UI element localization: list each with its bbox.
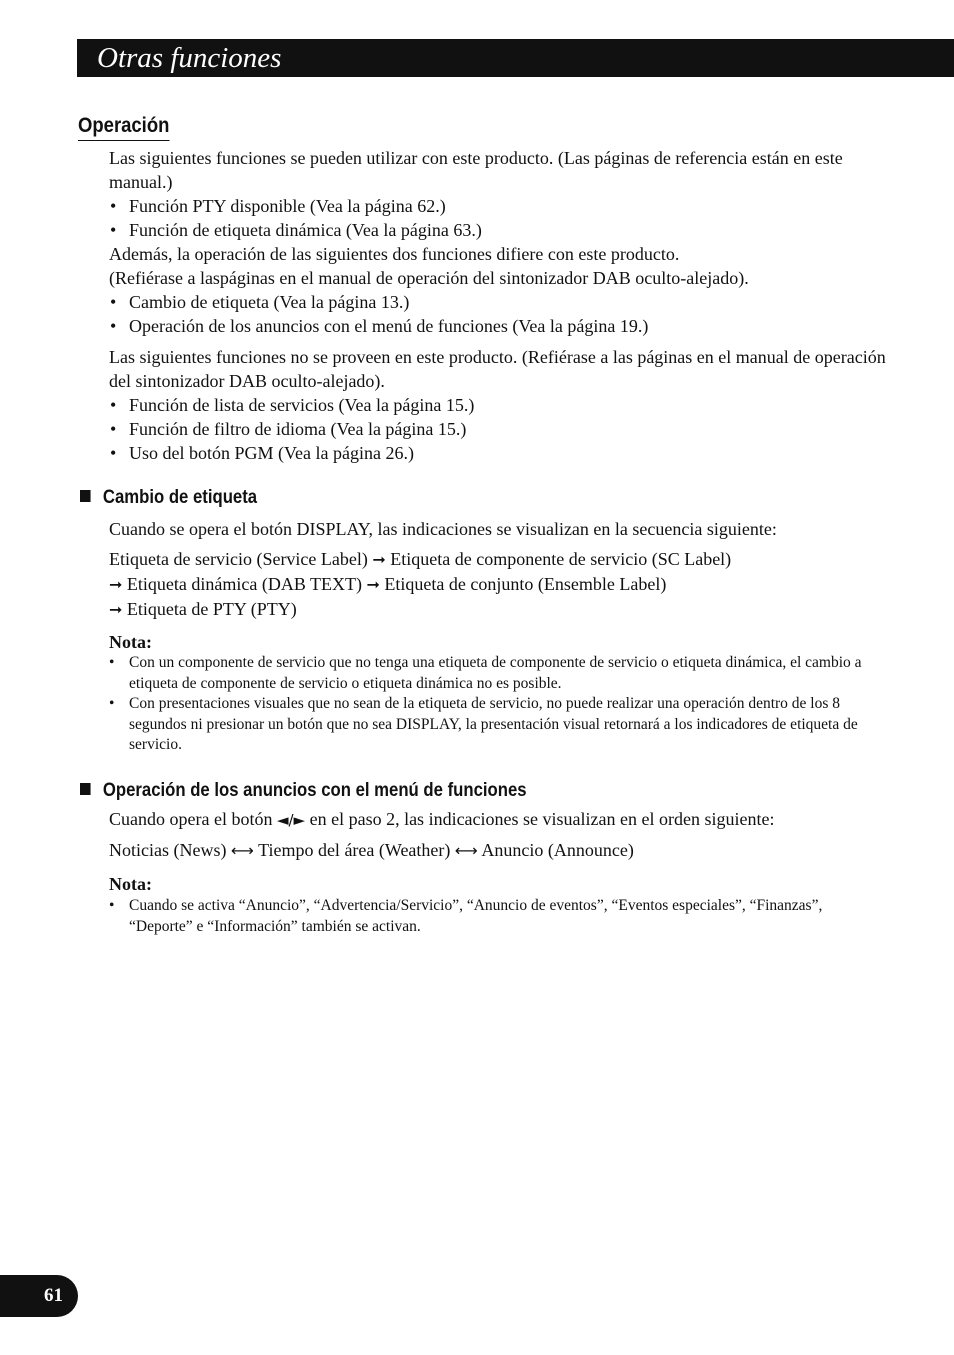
anuncios-body <box>109 807 909 863</box>
available-functions-list <box>109 194 909 242</box>
nota-label: Nota: <box>109 632 152 652</box>
left-right-button-icon: ◄/► <box>276 811 306 829</box>
sequence-item: Anuncio (Announce) <box>481 840 634 860</box>
note-item: • Con presentaciones visuales que no sean de la etiqueta de servicio, no puede realizar una operación dentro de los 8 segundos ni presionar un botón que no sea DISPLAY, la presentación visual retornará a los indicadores de etiqueta de servicio. <box>109 694 869 756</box>
intro-paragraph: Las siguientes funciones se pueden utilizar con este producto. (Las páginas de referencia están en este manual.) <box>109 148 843 192</box>
not-provided-list <box>109 393 909 465</box>
cambio-body <box>109 517 909 622</box>
anuncios-text <box>109 807 909 832</box>
label-sequence <box>109 547 909 622</box>
arrow-right-icon: ➞ <box>366 575 380 594</box>
not-provided-paragraph: Las siguientes funciones no se proveen en este producto. (Refiérase a las páginas en el manual de operación del sintonizador DAB oculto-alejado). <box>109 347 886 391</box>
arrow-right-icon: ➞ <box>372 550 386 569</box>
differs-paragraph-line1: Además, la operación de las siguientes dos funciones difiere con este producto. <box>109 244 680 264</box>
list-item: • Función de filtro de idioma (Vea la página 15.) <box>109 417 909 441</box>
sequence-item: Etiqueta de servicio (Service Label) <box>109 549 368 569</box>
list-item: • Función de etiqueta dinámica (Vea la página 63.) <box>109 218 909 242</box>
arrow-right-icon: ➞ <box>109 600 123 619</box>
anuncios-notes <box>109 896 869 937</box>
page-number-tab <box>0 1275 78 1317</box>
note-item: • Cuando se activa “Anuncio”, “Advertencia/Servicio”, “Anuncio de eventos”, “Eventos especiales”, “Finanzas”, “Deporte” e “Información” también se activan. <box>109 896 869 937</box>
sequence-item: Etiqueta de PTY (PTY) <box>126 599 297 619</box>
text-fragment: en el paso 2, las indicaciones se visualizan en el orden siguiente: <box>309 809 775 829</box>
double-arrow-icon: ⟷ <box>230 841 254 860</box>
chapter-header <box>77 39 954 77</box>
square-bullet-icon <box>80 490 91 502</box>
list-item: • Función de lista de servicios (Vea la página 15.) <box>109 393 909 417</box>
differing-functions-list <box>109 290 909 338</box>
list-item: • Función PTY disponible (Vea la página 62.) <box>109 194 909 218</box>
operacion-body <box>109 146 909 465</box>
sequence-item: Etiqueta de componente de servicio (SC Label) <box>390 549 732 569</box>
list-item: • Uso del botón PGM (Vea la página 26.) <box>109 441 909 465</box>
text-fragment: Cuando opera el botón <box>109 809 273 829</box>
arrow-right-icon: ➞ <box>109 575 123 594</box>
subsection-heading-anuncios <box>80 779 527 803</box>
sequence-item: Etiqueta de conjunto (Ensemble Label) <box>384 574 667 594</box>
subsection-heading-cambio <box>80 486 257 510</box>
announcement-sequence <box>109 838 909 863</box>
square-bullet-icon <box>80 783 91 795</box>
nota-label: Nota: <box>109 874 152 894</box>
note-item: • Con un componente de servicio que no tenga una etiqueta de componente de servicio o etiqueta dinámica, el cambio a etiqueta de componente de servicio o etiqueta dinámica no es posible. <box>109 653 869 694</box>
sequence-item: Etiqueta dinámica (DAB TEXT) <box>126 574 363 594</box>
double-arrow-icon: ⟷ <box>454 841 478 860</box>
cambio-notes <box>109 653 869 756</box>
chapter-title: Otras funciones <box>97 42 282 74</box>
section-title: Operación <box>78 112 169 141</box>
sequence-item: Noticias (News) <box>109 840 227 860</box>
sequence-item: Tiempo del área (Weather) <box>258 840 451 860</box>
differs-paragraph-line2: (Refiérase a laspáginas en el manual de operación del sintonizador DAB oculto-alejado). <box>109 268 749 288</box>
subsection-title: Operación de los anuncios con el menú de funciones <box>102 780 527 801</box>
list-item: • Cambio de etiqueta (Vea la página 13.) <box>109 290 909 314</box>
cambio-text: Cuando se opera el botón DISPLAY, las indicaciones se visualizan en la secuencia siguiente: <box>109 519 777 539</box>
subsection-title: Cambio de etiqueta <box>102 487 258 508</box>
page-number: 61 <box>44 1285 63 1306</box>
list-item: • Operación de los anuncios con el menú de funciones (Vea la página 19.) <box>109 314 909 338</box>
